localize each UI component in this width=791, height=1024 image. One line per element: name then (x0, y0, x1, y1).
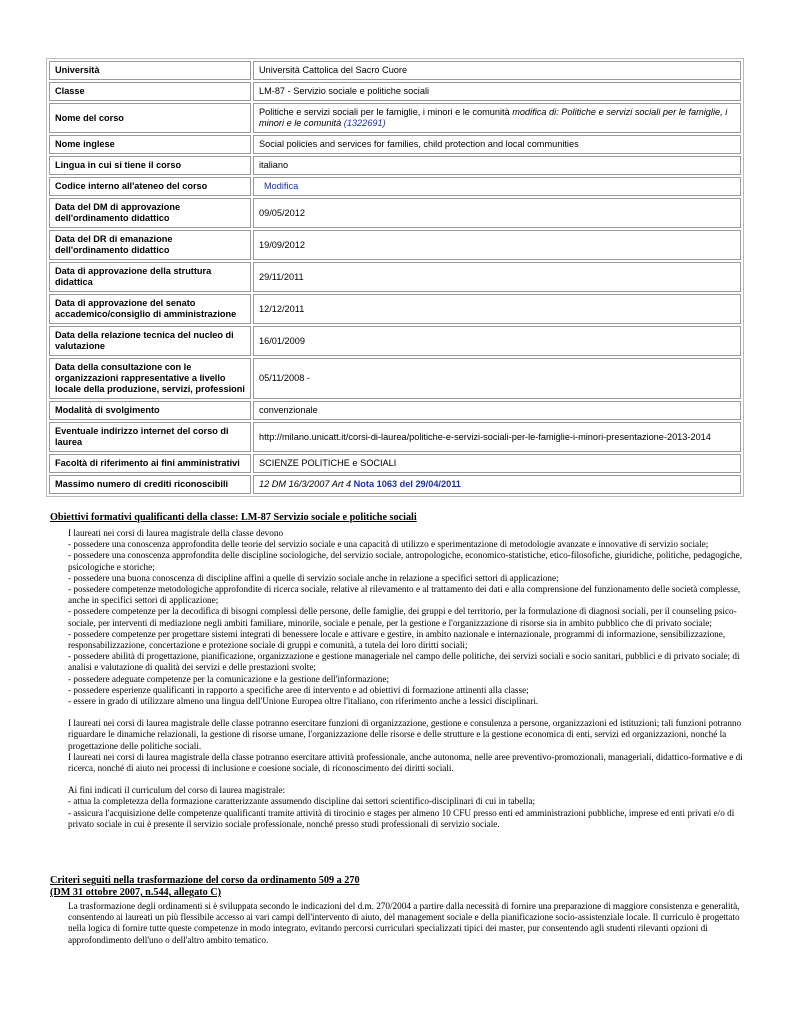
obiettivi-title: Obiettivi formativi qualificanti della classe: LM-87 Servizio sociale e politiche sociali (50, 512, 417, 523)
obiettivi-line: - attua la completezza della formazione caratterizzante assumendo discipline dai settori scientifico-disciplinari di cui in tabella; (68, 796, 536, 807)
info-row (49, 326, 741, 356)
obiettivi-line: - possedere competenze per progettare sistemi integrati di benessere locale e attivare e gestire, in ambito nazionale e internazionale, programmi di informazione, sensibilizzazione, responsabilizzazione, concertazione e protezione sociale di gruppi e comunità, a tutela dei loro diritti sociali; (68, 628, 726, 651)
course-info-section (46, 58, 744, 497)
info-value-text: 05/11/2008 - (259, 373, 310, 383)
info-value (253, 135, 741, 154)
info-value-italic: modifica di: Politiche e servizi sociali per le famiglie, i minori e le comunità (259, 107, 728, 128)
info-row (49, 358, 741, 399)
info-row (49, 177, 741, 196)
info-row (49, 401, 741, 420)
info-row (49, 103, 741, 133)
obiettivi-line: - essere in grado di utilizzare almeno una lingua dell'Unione Europea oltre l'italiano, con riferimento anche a lessici disciplinari. (68, 696, 539, 707)
obiettivi-line: - possedere esperienze qualificanti in rapporto a specifiche aree di intervento e ad obiettivi di formazione attinenti alla classe; (68, 684, 529, 695)
info-value-text: italiano (259, 160, 289, 170)
info-label: Codice interno all'ateneo del corso (49, 177, 251, 196)
info-value (253, 177, 741, 196)
info-value-text: Social policies and services for families, child protection and local communities (259, 139, 579, 149)
info-value-text: Università Cattolica del Sacro Cuore (259, 65, 408, 75)
obiettivi-paragraph-1 (68, 528, 750, 707)
info-label: Data della consultazione con le organizzazioni rappresentative a livello locale della produzione, servizi, professioni (49, 358, 251, 399)
obiettivi-line: - possedere una conoscenza approfondita delle discipline sociologiche, del servizio sociale, antropologiche, economico-statistiche, etico-filosofiche, giuridiche, politiche, pedagogiche, psicologiche e storiche; (68, 550, 743, 572)
info-value-link[interactable]: Nota 1063 del 29/04/2011 (353, 479, 461, 489)
info-value-text: http://milano.unicatt.it/corsi-di-laurea/politiche-e-servizi-sociali-per-le-famiglie-i-minori-presentazione-2013-2014 (259, 431, 711, 442)
info-label: Data di approvazione della struttura didattica (49, 262, 251, 292)
info-label: Data della relazione tecnica del nucleo di valutazione (49, 326, 251, 356)
obiettivi-line: I laureati nei corsi di laurea magistrale delle classe potranno esercitare funzioni di organizzazione, gestione e consulenza a persone, organizzazioni ed istituzioni; tali funzioni potranno riguardare le dinamiche relazionali, la gestione di risorse umane, l'organizzazione delle risorse e delle strutture e la gestione economica di enti, servizi ed organizzazioni, nonché la progettazione delle politiche sociali. (68, 718, 742, 751)
info-label: Nome inglese (49, 135, 251, 154)
info-row (49, 82, 741, 101)
info-value (253, 454, 741, 473)
info-value-text: LM-87 - Servizio sociale e politiche sociali (259, 86, 430, 96)
criteri-text: La trasformazione degli ordinamenti si è sviluppata secondo le indicazioni del d.m. 270/2004 a partire dalla necessità di fornire una preparazione di maggiore consistenza e generalità, consentendo ai laureati un più flessibile accesso ai vari campi dell'intervento di aiuto, del management sociale e della pianificazione socio-assistenziale locale. Il curriculo è progettato nella logica di fornire tutte queste competenze in modo integrato, evitando percorsi curriculari specializzati tipici dei master, pur consentendo agli studenti rilevanti opzioni di approfondimento dell'uno o dell'altro ambito tematico. (68, 901, 740, 945)
info-label: Data del DM di approvazione dell'ordinamento didattico (49, 198, 251, 228)
info-value-link[interactable]: (1322691) (343, 118, 386, 128)
info-value (253, 230, 741, 260)
info-value-text: 19/09/2012 (259, 239, 305, 250)
obiettivi-line: - possedere competenze per la decodifica di bisogni complessi delle persone, delle famiglie, dei gruppi e del territorio, per la formulazione di diagnosi sociali, per il counseling psico-sociale, per interventi di mediazione negli ambiti familiare, minorile, sociale e penale, per la gestione e l'organizzazione di risorse sia in ambito pubblico che di privato sociale; (68, 606, 737, 628)
info-row (49, 262, 741, 292)
modifica-link[interactable]: Modifica (264, 181, 299, 191)
info-value (253, 61, 741, 80)
criteri-title-line-2: (DM 31 ottobre 2007, n.544, allegato C) (50, 887, 221, 898)
info-value (253, 401, 741, 420)
info-value (253, 198, 741, 228)
info-label: Data di approvazione del senato accademico/consiglio di amministrazione (49, 294, 251, 324)
info-value-text: 16/01/2009 (259, 335, 305, 346)
info-row (49, 422, 741, 452)
obiettivi-line: - assicura l'acquisizione delle competenze qualificanti tramite attività di tirocinio e stages per almeno 10 CFU presso enti ed amministrazioni pubbliche, imprese ed enti privati e/o di privato sociale in cui è presente il servizio sociale professionale, nonché presso studi professionali di servizio sociale. (68, 807, 735, 829)
info-value-text: SCIENZE POLITICHE e SOCIALI (259, 458, 397, 468)
info-value-text: 29/11/2011 (259, 271, 304, 282)
course-info-table (46, 58, 744, 497)
info-label: Nome del corso (49, 103, 251, 133)
info-value (253, 294, 741, 324)
obiettivi-line: I laureati nei corsi di laurea magistrale della classe potranno esercitare attività professionale, anche autonoma, nelle aree preventivo-promozionali, manageriali, didattico-formative e di ricerca, nonché di aiuto nei processi di inclusione e coesione sociale, di riconoscimento dei diritti sociali. (68, 751, 743, 774)
obiettivi-section (50, 512, 750, 830)
info-row (49, 475, 741, 494)
info-row (49, 230, 741, 260)
info-value (253, 475, 741, 494)
obiettivi-paragraph-3 (68, 785, 750, 830)
info-value (253, 82, 741, 101)
info-row (49, 294, 741, 324)
info-value (253, 422, 741, 452)
info-value-text: convenzionale (259, 405, 318, 415)
obiettivi-line: I laureati nei corsi di laurea magistrale della classe devono (68, 528, 284, 538)
criteri-title-line-1: Criteri seguiti nella trasformazione del corso da ordinamento 509 a 270 (50, 875, 360, 886)
obiettivi-line: - possedere una buona conoscenza di discipline affini a quelle di servizio sociale anche in relazione a specifici settori di applicazione; (68, 572, 559, 583)
info-value (253, 103, 741, 133)
info-row (49, 198, 741, 228)
info-value-italic: 12 DM 16/3/2007 Art 4 (259, 479, 354, 489)
info-label: Massimo numero di crediti riconoscibili (49, 475, 251, 494)
info-label: Eventuale indirizzo internet del corso di laurea (49, 422, 251, 452)
obiettivi-body (68, 528, 750, 830)
info-value (253, 358, 741, 399)
obiettivi-line: Ai fini indicati il curriculum del corso di laurea magistrale: (68, 785, 286, 796)
info-label: Classe (49, 82, 251, 101)
info-value (253, 262, 741, 292)
info-value (253, 156, 741, 175)
info-label: Modalità di svolgimento (49, 401, 251, 420)
info-value-text: 09/05/2012 (259, 207, 305, 218)
info-value-text: Politiche e servizi sociali per le famiglie, i minori e le comunità (259, 107, 513, 117)
info-label: Facoltà di riferimento ai fini amministrativi (49, 454, 251, 473)
info-label: Università (49, 61, 251, 80)
info-value-text: 12/12/2011 (259, 303, 305, 314)
obiettivi-line: - possedere adeguate competenze per la comunicazione e la gestione dell'informazione; (68, 673, 390, 684)
info-row (49, 61, 741, 80)
obiettivi-line: - possedere una conoscenza approfondita delle teorie del servizio sociale e una capacità di utilizzo e sperimentazione di metodologie avanzate e innovative di servizio sociale; (68, 539, 709, 550)
info-row (49, 135, 741, 154)
info-row (49, 156, 741, 175)
obiettivi-paragraph-2 (68, 718, 750, 774)
info-label: Lingua in cui si tiene il corso (49, 156, 251, 175)
obiettivi-line: - possedere abilità di progettazione, pianificazione, organizzazione e gestione manageriale nel campo delle politiche, dei servizi sociali e socio sanitari, pubblici e di privato sociale; di analisi e valutazione di qualità dei servizi e delle prestazioni svolte; (68, 651, 740, 673)
info-row (49, 454, 741, 473)
obiettivi-line: - possedere competenze metodologiche approfondite di ricerca sociale, relative al rilevamento e al trattamento dei dati e alla comprensione del funzionamento delle società complesse, anche in specifici settori di applicazione; (68, 584, 741, 606)
info-label: Data del DR di emanazione dell'ordinamento didattico (49, 230, 251, 260)
info-value (253, 326, 741, 356)
criteri-section (50, 875, 750, 946)
